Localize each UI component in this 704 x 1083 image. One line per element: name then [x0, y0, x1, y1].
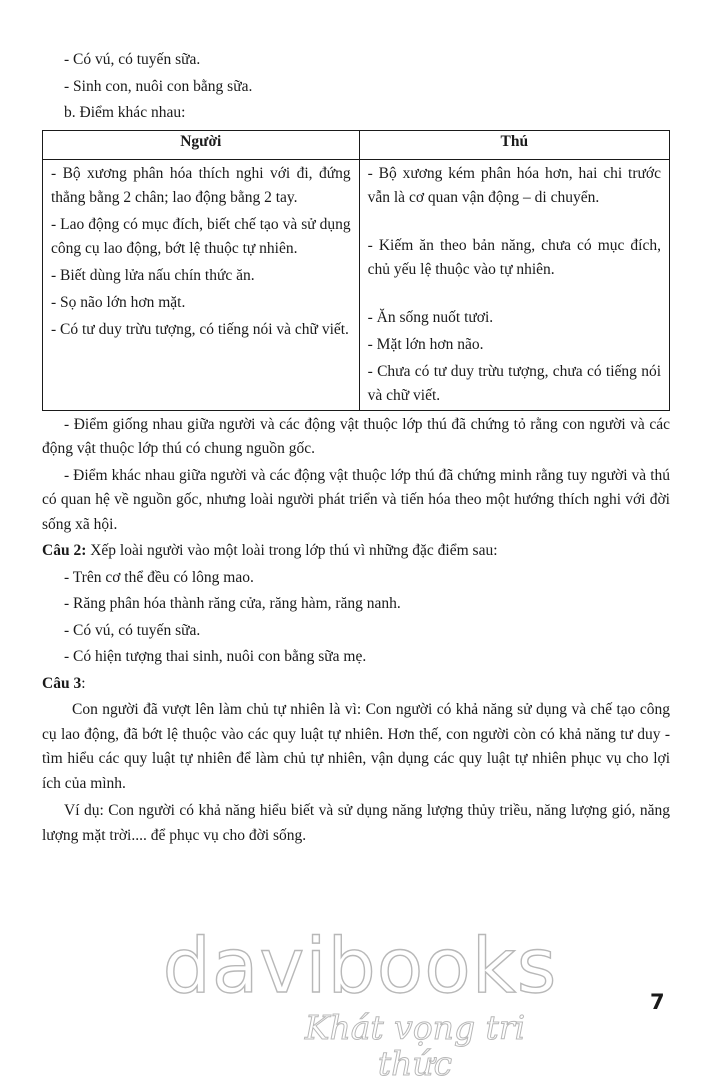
- table-cell-nguoi: [43, 159, 360, 410]
- cell-text: - Bộ xương kém phân hóa hơn, hai chi trước vẫn là cơ quan vận động – di chuyển.: [367, 164, 661, 206]
- intro-item: - Sinh con, nuôi con bằng sữa.: [64, 77, 253, 95]
- conclusion-paragraph: - Điểm khác nhau giữa người và các động vật thuộc lớp thú đã chứng minh rằng tuy người và thú có quan hệ về nguồn gốc, nhưng loài người phát triển và tiến hóa theo một hướng thích nghi với đời sống xã hội.: [42, 466, 670, 533]
- cau3-label: Câu 3: [42, 674, 82, 692]
- cell-text: - Kiếm ăn theo bản năng, chưa có mục đích, chủ yếu lệ thuộc vào tự nhiên.: [367, 236, 661, 278]
- cell-text: - Có tư duy trừu tượng, có tiếng nói và chữ viết.: [51, 320, 349, 338]
- watermark: [160, 921, 560, 1083]
- comparison-table: [42, 130, 670, 411]
- conclusion-paragraph: - Điểm giống nhau giữa người và các động vật thuộc lớp thú đã chứng tỏ rằng con người và các động vật thuộc lớp thú có chung nguồn gốc.: [42, 415, 670, 457]
- table-header-thu: Thú: [359, 130, 669, 159]
- cell-text: - Lao động có mục đích, biết chế tạo và sử dụng công cụ lao động, bớt lệ thuộc tự nhiên.: [51, 215, 351, 257]
- page-content: [42, 48, 670, 848]
- table-header-nguoi: Người: [43, 130, 360, 159]
- table-row: [43, 159, 670, 410]
- cau2-label: Câu 2:: [42, 542, 87, 559]
- cau3-colon: :: [81, 674, 86, 692]
- cau3-heading: [42, 672, 670, 697]
- cell-text: - Mặt lớn hơn não.: [367, 335, 484, 353]
- cell-text: - Bộ xương phân hóa thích nghi với đi, đứng thẳng bằng 2 chân; lao động bằng 2 tay.: [51, 164, 351, 206]
- cell-text: - Ăn sống nuốt tươi.: [367, 308, 494, 326]
- cell-text: - Chưa có tư duy trừu tượng, chưa có tiếng nói và chữ viết.: [367, 362, 661, 404]
- cell-text: - Biết dùng lửa nấu chín thức ăn.: [51, 266, 255, 284]
- cau2-heading: [42, 539, 670, 564]
- cau3-paragraph: Con người đã vượt lên làm chủ tự nhiên là vì: Con người có khả năng sử dụng và chế tạo công cụ lao động, đã bớt lệ thuộc vào các quy luật tự nhiên. Hơn thế, con người còn có khả năng tư duy - tìm hiểu các quy luật tự nhiên để làm chủ tự nhiên, vận dụng các quy luật tự nhiên phục vụ cho lợi ích của mình.: [42, 701, 670, 792]
- cau2-text: Xếp loài người vào một loài trong lớp thú vì những đặc điểm sau:: [86, 542, 498, 559]
- list-item: - Răng phân hóa thành răng cửa, răng hàm, răng nanh.: [64, 595, 401, 612]
- cell-text: - Sọ não lớn hơn mặt.: [51, 293, 186, 311]
- list-item: - Có hiện tượng thai sinh, nuôi con bằng sữa mẹ.: [64, 648, 367, 665]
- page-number: 7: [650, 990, 665, 1014]
- list-item: - Có vú, có tuyến sữa.: [64, 621, 201, 639]
- watermark-brand: davibooks: [162, 921, 558, 1010]
- table-cell-thu: [359, 159, 669, 410]
- section-b-title: b. Điểm khác nhau:: [64, 104, 186, 121]
- watermark-slogan: Khát vọng tri thức: [304, 1008, 526, 1083]
- cau3-example: Ví dụ: Con người có khả năng hiểu biết và sử dụng năng lượng thủy triều, năng lượng gió, năng lượng mặt trời.... để phục vụ cho đời sống.: [42, 802, 670, 844]
- intro-item: - Có vú, có tuyến sữa.: [64, 51, 201, 68]
- list-item: - Trên cơ thể đều có lông mao.: [64, 568, 254, 586]
